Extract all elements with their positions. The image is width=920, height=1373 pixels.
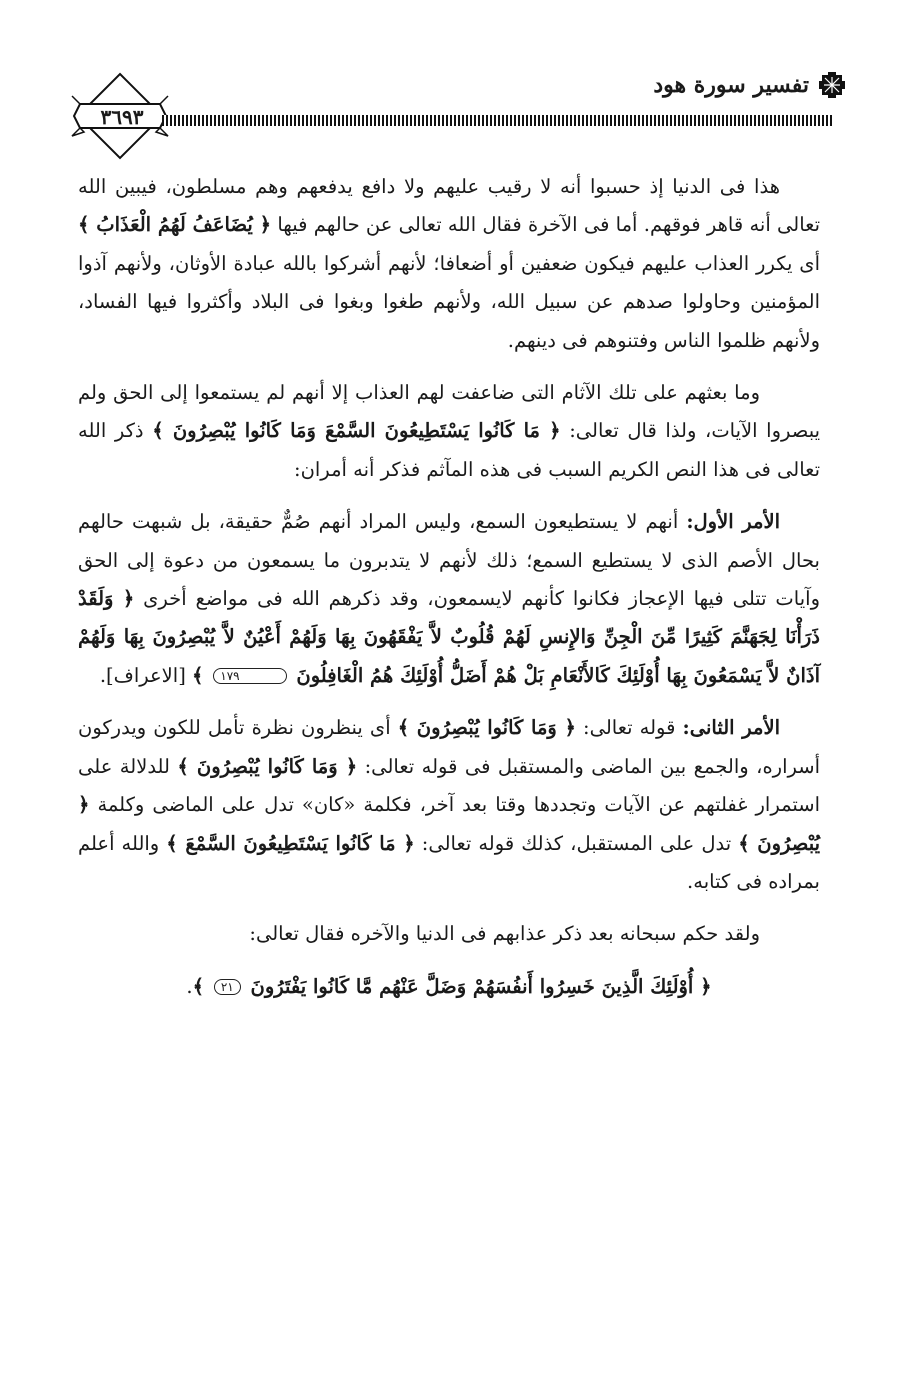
quran-quote: ﴿ يُبْصِرُونَ ﴾ — [78, 793, 821, 855]
quran-quote: ﴿ يُضَاعَفُ لَهُمُ الْعَذَابُ ﴾ — [78, 213, 272, 237]
body-text-run: أنهم لا يستطيعون السمع، وليس المراد أنهم صُمٌّ حقيقة، بل شبهت حالهم بحال الأصم الذى لا يستطيع السمع؛ ذلك لأنهم لا يتدبرون ما يسمعون من دعوة إلى الحق وآيات تتلى فيها الإعجاز فكانوا كأنهم لايسمعون، وقد ذكرهم الله فى مواضع أخرى — [78, 510, 820, 611]
paragraph — [78, 709, 820, 901]
running-title: تفسير سورة هود — [653, 72, 809, 98]
quran-quote: ﴿ وَمَا كَانُوا يُبْصِرُونَ ﴾ — [177, 754, 358, 778]
quran-quote: ﴾ — [192, 663, 211, 687]
body-text-run: [الاعراف]. — [99, 663, 193, 687]
paragraph — [78, 915, 820, 953]
body-text-run: للدلالة على استمرار غفلتهم عن الآيات وتجددها وقتا بعد آخر، فكلمة «كان» تدل على الماضى وكلمة — [78, 754, 820, 817]
body-text-run: ذكر الله تعالى فى هذا النص الكريم السبب فى هذه المآثم فذكر أنه أمران: — [78, 419, 820, 481]
body-text-run: قوله تعالى: — [575, 716, 683, 740]
quran-quote: ﴿ مَا كَانُوا يَسْتَطِيعُونَ السَّمْعَ وَمَا كَانُوا يُبْصِرُونَ ﴾ — [152, 419, 561, 443]
body-text-run: أى ينظرون نظرة تأمل للكون ويدركون أسراره، والجمع بين الماضى والمستقبل فى قوله تعالى: — [78, 716, 821, 778]
verse-number-badge: ٢١ — [214, 979, 241, 995]
header-rule — [162, 115, 832, 126]
verse-number-badge: ١٧٩ — [213, 668, 286, 684]
body-text-run: . — [186, 974, 193, 998]
page-number-badge — [70, 70, 170, 160]
paragraph — [78, 968, 820, 1006]
paragraph — [78, 374, 820, 489]
paragraph — [78, 168, 820, 360]
flower-ornament-icon — [819, 72, 845, 98]
quran-quote: ﴿ وَلَقَدْ ذَرَأْنَا لِجَهَنَّمَ كَثِيرًا مِّنَ الْجِنِّ وَالإِنسِ لَهُمْ قُلُوبٌ لاَّ يَفْقَهُونَ بِهَا وَلَهُمْ أَعْيُنٌ لاَّ يُبْصِرُونَ بِهَا وَلَهُمْ آذَانٌ لاَّ يَسْمَعُونَ بِهَا أُوْلَئِكَ كَالأَنْعَامِ بَلْ هُمْ أَضَلُّ أُوْلَئِكَ هُمُ الْغَافِلُونَ — [78, 587, 820, 687]
body-text-run: ولقد حكم سبحانه بعد ذكر عذابهم فى الدنيا والآخره فقال تعالى: — [249, 922, 760, 946]
body-text-run: وما بعثهم على تلك الآثام التى ضاعفت لهم العذاب إلا أنهم لم يستمعوا إلى الحق ولم يبصروا الآيات، ولذا قال تعالى: — [78, 381, 821, 443]
body-text-run: أى يكرر العذاب عليهم فيكون ضعفين أو أضعافا؛ لأنهم أشركوا بالله عبادة الأوثان، ولأنهم آذوا المؤمنين وحاولوا صدهم عن سبيل الله، ولأنهم طغوا وبغوا فى البلاد وأكثروا فيها الفساد، ولأنهم ظلموا الناس وفتنوهم فى دينهم. — [78, 251, 820, 352]
quran-quote: ﴿ أُوْلَئِكَ الَّذِينَ خَسِرُوا أَنفُسَهُمْ وَضَلَّ عَنْهُم مَّا كَانُوا يَفْتَرُونَ — [243, 974, 712, 998]
paragraph — [78, 503, 820, 695]
section-heading: الأمر الثانى: — [682, 716, 780, 740]
body-text — [78, 168, 820, 1020]
page-header — [70, 58, 845, 168]
body-text-run: هذا فى الدنيا إذ حسبوا أنه لا رقيب عليهم ولا دافع يدفعهم وهم مسلطون، فيبين الله تعالى أنه قاهر فوقهم. أما فى الآخرة فقال الله تعالى عن حالهم فيها — [78, 175, 820, 237]
quran-quote: ﴾ — [192, 974, 211, 998]
section-heading: الأمر الأول: — [686, 510, 781, 534]
quran-quote: ﴿ وَمَا كَانُوا يُبْصِرُونَ ﴾ — [397, 716, 576, 740]
body-text-run: تدل على المستقبل، كذلك قوله تعالى: — [414, 831, 739, 855]
body-text-run: والله أعلم بمراده فى كتابه. — [78, 831, 820, 893]
page-number: ٣٦٩٣ — [100, 105, 144, 129]
quran-quote: ﴿ مَا كَانُوا يَسْتَطِيعُونَ السَّمْعَ ﴾ — [166, 831, 415, 855]
